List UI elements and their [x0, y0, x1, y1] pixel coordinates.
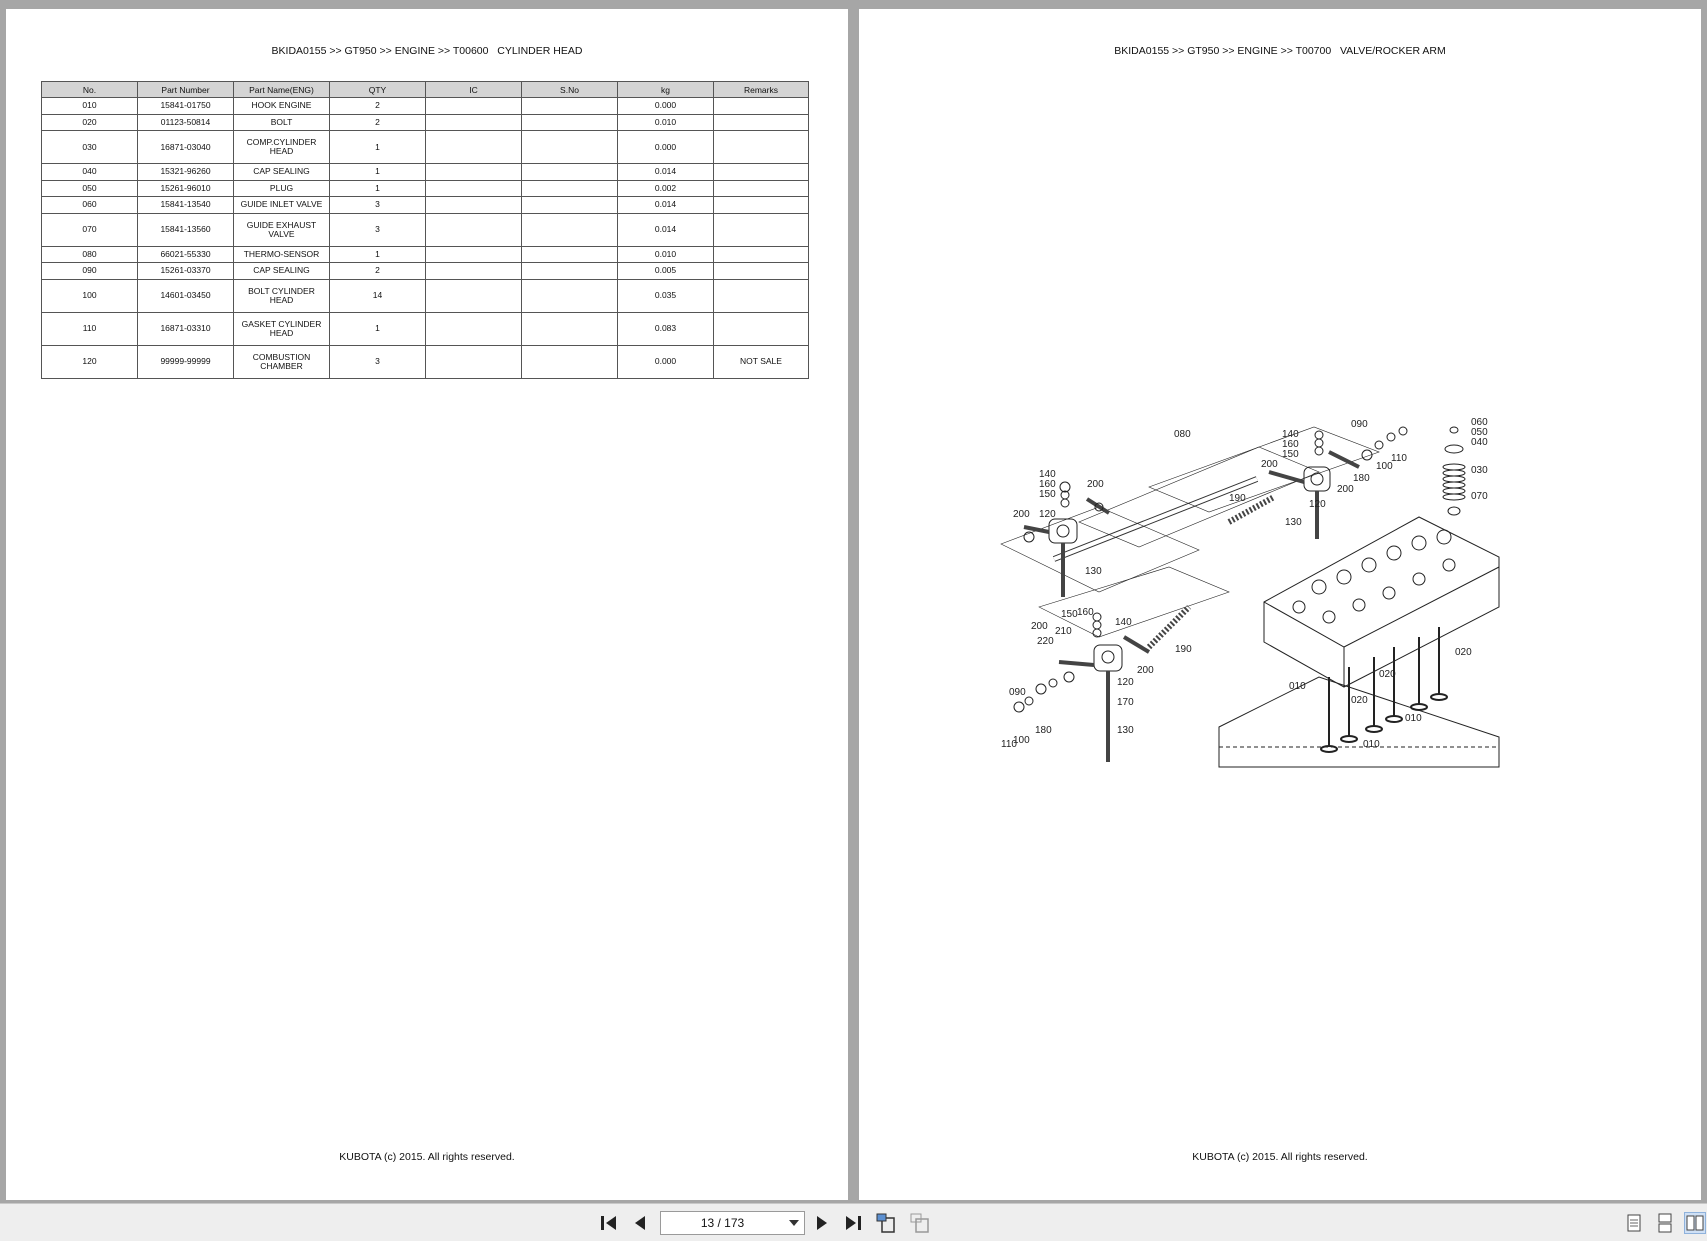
callout-label: 140 [1282, 429, 1299, 440]
table-row [42, 114, 809, 131]
callout-label: 080 [1174, 429, 1191, 440]
valve-spring-stack [1443, 427, 1465, 515]
cell-part-number: 66021-55330 [138, 246, 234, 263]
cell-ic [426, 98, 522, 115]
cell-part-number: 99999-99999 [138, 345, 234, 378]
last-page-icon[interactable] [842, 1212, 864, 1234]
next-page-icon[interactable] [812, 1212, 832, 1234]
callout-label: 030 [1471, 465, 1488, 476]
page-number-field[interactable] [660, 1211, 805, 1235]
cell-remarks [714, 98, 809, 115]
cell-part-number: 15841-01750 [138, 98, 234, 115]
cell-ic [426, 246, 522, 263]
table-row [42, 263, 809, 280]
callout-label: 180 [1353, 473, 1370, 484]
callout-label: 010 [1289, 681, 1306, 692]
cell-part-name: CAP SEALING [234, 164, 330, 181]
callout-label: 200 [1137, 665, 1154, 676]
callout-label: 120 [1117, 677, 1134, 688]
callout-label: 140 [1039, 469, 1056, 480]
cell-remarks [714, 263, 809, 280]
compare-icon[interactable] [908, 1212, 932, 1234]
cell-no: 060 [42, 197, 138, 214]
cell-ic [426, 263, 522, 280]
cell-ic [426, 180, 522, 197]
cell-no: 110 [42, 312, 138, 345]
cell-no: 070 [42, 213, 138, 246]
callout-label: 160 [1039, 479, 1056, 490]
cell-remarks [714, 279, 809, 312]
column-header: QTY [330, 82, 426, 98]
page-right [859, 9, 1701, 1200]
cell-part-name: PLUG [234, 180, 330, 197]
cell-qty: 3 [330, 197, 426, 214]
callout-label: 130 [1117, 725, 1134, 736]
callout-label: 200 [1337, 484, 1354, 495]
cell-sno [522, 213, 618, 246]
cell-part-name: GASKET CYLINDER HEAD [234, 312, 330, 345]
cell-part-number: 15261-96010 [138, 180, 234, 197]
cell-part-number: 14601-03450 [138, 279, 234, 312]
cell-qty: 1 [330, 131, 426, 164]
cell-part-number: 15261-03370 [138, 263, 234, 280]
callout-label: 200 [1031, 621, 1048, 632]
cell-kg: 0.010 [618, 114, 714, 131]
page-breadcrumb: BKIDA0155 >> GT950 >> ENGINE >> T00700 VALVE/ROCKER ARM [1114, 45, 1446, 57]
cell-kg: 0.014 [618, 213, 714, 246]
cell-kg: 0.035 [618, 279, 714, 312]
chevron-down-icon[interactable] [784, 1220, 804, 1226]
table-header-row [42, 82, 809, 98]
single-page-view-icon[interactable] [1624, 1212, 1644, 1234]
cylinder-head-block [1219, 517, 1499, 767]
cell-ic [426, 131, 522, 164]
cell-qty: 2 [330, 263, 426, 280]
callout-label: 040 [1471, 437, 1488, 448]
callout-label: 010 [1405, 713, 1422, 724]
column-header: IC [426, 82, 522, 98]
callout-label: 150 [1039, 489, 1056, 500]
cell-part-number: 15321-96260 [138, 164, 234, 181]
cell-remarks [714, 131, 809, 164]
cell-remarks [714, 312, 809, 345]
cell-part-number: 15841-13540 [138, 197, 234, 214]
cell-qty: 14 [330, 279, 426, 312]
page-indicator: 13 / 173 [700, 1216, 745, 1230]
valve-rocker-arm-exploded-diagram [999, 417, 1699, 827]
cell-kg: 0.083 [618, 312, 714, 345]
cell-kg: 0.000 [618, 98, 714, 115]
callout-label: 100 [1013, 735, 1030, 746]
table-row [42, 98, 809, 115]
callout-label: 150 [1282, 449, 1299, 460]
cell-sno [522, 164, 618, 181]
table-row [42, 197, 809, 214]
cell-sno [522, 263, 618, 280]
first-page-icon[interactable] [598, 1212, 620, 1234]
callout-label: 180 [1035, 725, 1052, 736]
cell-sno [522, 279, 618, 312]
page-footer: KUBOTA (c) 2015. All rights reserved. [339, 1151, 515, 1163]
cell-part-number: 16871-03310 [138, 312, 234, 345]
column-header: Remarks [714, 82, 809, 98]
cell-part-number: 01123-50814 [138, 114, 234, 131]
cell-part-name: GUIDE INLET VALVE [234, 197, 330, 214]
page-footer: KUBOTA (c) 2015. All rights reserved. [1192, 1151, 1368, 1163]
cell-qty: 1 [330, 246, 426, 263]
cell-part-name: BOLT [234, 114, 330, 131]
cell-qty: 1 [330, 164, 426, 181]
cell-qty: 2 [330, 98, 426, 115]
table-row [42, 246, 809, 263]
cell-no: 050 [42, 180, 138, 197]
callout-label: 010 [1363, 739, 1380, 750]
table-row [42, 345, 809, 378]
cell-qty: 1 [330, 312, 426, 345]
cell-part-number: 15841-13560 [138, 213, 234, 246]
column-header: kg [618, 82, 714, 98]
callout-label: 190 [1175, 644, 1192, 655]
callout-label: 130 [1285, 517, 1302, 528]
cell-kg: 0.014 [618, 197, 714, 214]
callout-label: 090 [1351, 419, 1368, 430]
cell-no: 100 [42, 279, 138, 312]
cell-part-name: COMP.CYLINDER HEAD [234, 131, 330, 164]
table-row [42, 279, 809, 312]
continuous-view-icon[interactable] [1655, 1212, 1675, 1234]
cell-part-name: THERMO-SENSOR [234, 246, 330, 263]
callout-label: 130 [1085, 566, 1102, 577]
cell-kg: 0.000 [618, 131, 714, 164]
page-breadcrumb: BKIDA0155 >> GT950 >> ENGINE >> T00600 CYLINDER HEAD [271, 45, 583, 57]
table-row [42, 131, 809, 164]
cell-kg: 0.005 [618, 263, 714, 280]
cell-ic [426, 164, 522, 181]
cell-ic [426, 312, 522, 345]
callout-label: 070 [1471, 491, 1488, 502]
cell-qty: 2 [330, 114, 426, 131]
cell-part-name: HOOK ENGINE [234, 98, 330, 115]
cell-no: 120 [42, 345, 138, 378]
callout-label: 020 [1351, 695, 1368, 706]
callout-label: 220 [1037, 636, 1054, 647]
cell-no: 010 [42, 98, 138, 115]
cell-qty: 3 [330, 213, 426, 246]
column-header: Part Number [138, 82, 234, 98]
callout-label: 020 [1379, 669, 1396, 680]
callout-label: 160 [1282, 439, 1299, 450]
callout-label: 200 [1013, 509, 1030, 520]
column-header: S.No [522, 82, 618, 98]
cell-part-name: BOLT CYLINDER HEAD [234, 279, 330, 312]
page-left [6, 9, 848, 1200]
cell-remarks [714, 197, 809, 214]
callout-label: 110 [1391, 453, 1407, 464]
callout-label: 200 [1261, 459, 1278, 470]
cell-no: 080 [42, 246, 138, 263]
callout-label: 120 [1309, 499, 1326, 510]
callout-label: 110 [1001, 739, 1017, 750]
table-row [42, 213, 809, 246]
table-row [42, 312, 809, 345]
cell-ic [426, 114, 522, 131]
callout-label: 140 [1115, 617, 1132, 628]
cell-part-name: CAP SEALING [234, 263, 330, 280]
cell-part-number: 16871-03040 [138, 131, 234, 164]
cell-ic [426, 345, 522, 378]
callout-label: 210 [1055, 626, 1072, 637]
two-page-view-icon[interactable] [1684, 1212, 1706, 1234]
column-header: No. [42, 82, 138, 98]
cell-remarks [714, 246, 809, 263]
cell-ic [426, 197, 522, 214]
callout-label: 020 [1455, 647, 1472, 658]
cell-remarks [714, 114, 809, 131]
cell-sno [522, 312, 618, 345]
cell-no: 040 [42, 164, 138, 181]
cell-kg: 0.014 [618, 164, 714, 181]
callout-label: 090 [1009, 687, 1026, 698]
cell-kg: 0.000 [618, 345, 714, 378]
cell-sno [522, 345, 618, 378]
cell-kg: 0.002 [618, 180, 714, 197]
column-header: Part Name(ENG) [234, 82, 330, 98]
cell-sno [522, 131, 618, 164]
cell-remarks [714, 213, 809, 246]
cell-sno [522, 98, 618, 115]
cell-no: 090 [42, 263, 138, 280]
callout-label: 160 [1077, 607, 1094, 618]
cell-ic [426, 279, 522, 312]
callout-label: 120 [1039, 509, 1056, 520]
viewer-toolbar [0, 1203, 1707, 1241]
callout-label: 190 [1229, 493, 1246, 504]
callout-label: 170 [1117, 697, 1134, 708]
cell-ic [426, 213, 522, 246]
cell-qty: 3 [330, 345, 426, 378]
cell-sno [522, 197, 618, 214]
cell-no: 020 [42, 114, 138, 131]
cell-no: 030 [42, 131, 138, 164]
cell-sno [522, 246, 618, 263]
callout-label: 100 [1376, 461, 1393, 472]
parts-table [41, 81, 809, 379]
table-row [42, 180, 809, 197]
cell-remarks [714, 180, 809, 197]
cell-sno [522, 180, 618, 197]
valves [1321, 627, 1447, 752]
callout-label: 060 [1471, 417, 1488, 428]
callout-label: 150 [1061, 609, 1078, 620]
cell-remarks [714, 164, 809, 181]
cell-kg: 0.010 [618, 246, 714, 263]
prev-page-icon[interactable] [630, 1212, 650, 1234]
table-row [42, 164, 809, 181]
rocker-assembly-right [1229, 427, 1407, 539]
cell-part-name: COMBUSTION CHAMBER [234, 345, 330, 378]
rotate-icon[interactable] [874, 1212, 898, 1234]
callout-label: 050 [1471, 427, 1488, 438]
cell-qty: 1 [330, 180, 426, 197]
callout-label: 200 [1087, 479, 1104, 490]
cell-sno [522, 114, 618, 131]
cell-part-name: GUIDE EXHAUST VALVE [234, 213, 330, 246]
cell-remarks: NOT SALE [714, 345, 809, 378]
